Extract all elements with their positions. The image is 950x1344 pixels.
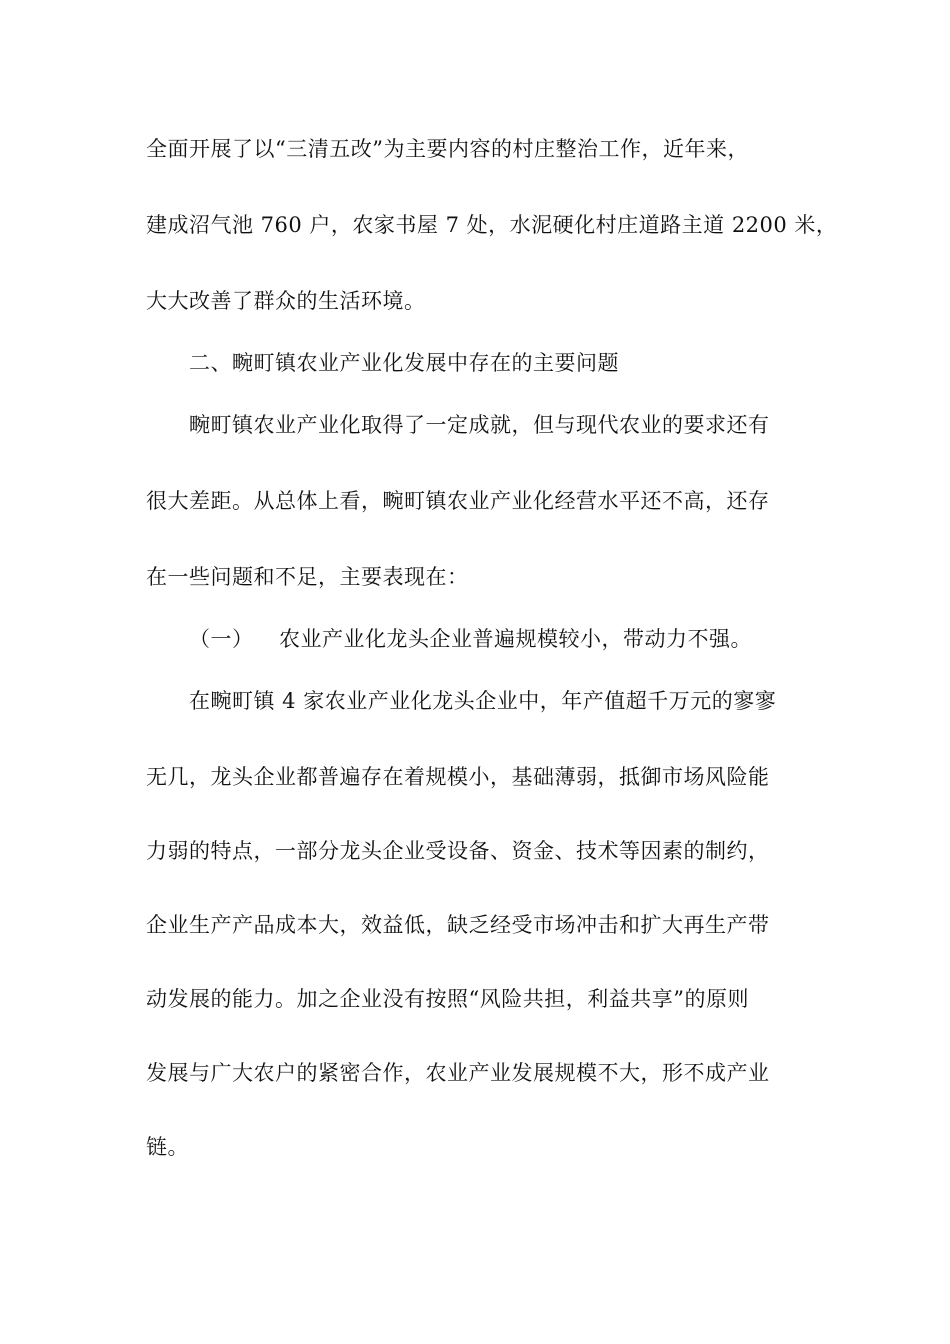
paragraph-line: 发展与广大农户的紧密合作，农业产业发展规模不大，形不成产业	[146, 1061, 770, 1085]
paragraph-line: 畹町镇农业产业化取得了一定成就，但与现代农业的要求还有	[189, 413, 770, 437]
paragraph-line: 全面开展了以“三清五改”为主要内容的村庄整治工作，近年来，	[146, 137, 749, 161]
paragraph-line: 无几，龙头企业都普遍存在着规模小，基础薄弱，抵御市场风险能	[146, 765, 770, 789]
paragraph-line: 建成沼气池 760 户，农家书屋 7 处，水泥硬化村庄道路主道 2200 米，	[146, 213, 838, 237]
paragraph-line: 大大改善了群众的生活环境。	[146, 289, 426, 313]
paragraph-line: 力弱的特点，一部分龙头企业受设备、资金、技术等因素的制约，	[146, 839, 770, 863]
paragraph-line: 在一些问题和不足，主要表现在：	[146, 565, 469, 589]
paragraph-line: 企业生产产品成本大，效益低，缺乏经受市场冲击和扩大再生产带	[146, 913, 770, 937]
paragraph-line: 动发展的能力。加之企业没有按照“风险共担，利益共享”的原则	[146, 987, 749, 1011]
paragraph-line: 链。	[146, 1135, 189, 1159]
section-heading: 二、畹町镇农业产业化发展中存在的主要问题	[189, 351, 619, 375]
subsection-title: 农业产业化龙头企业普遍规模较小，带动力不强。	[279, 627, 752, 651]
paragraph-line: 在畹町镇 4 家农业产业化龙头企业中，年产值超千万元的寥寥	[189, 689, 777, 713]
subsection-heading	[189, 624, 752, 654]
paragraph-line: 很大差距。从总体上看，畹町镇农业产业化经营水平还不高，还存	[146, 489, 770, 513]
subsection-number: （一）	[189, 627, 254, 651]
